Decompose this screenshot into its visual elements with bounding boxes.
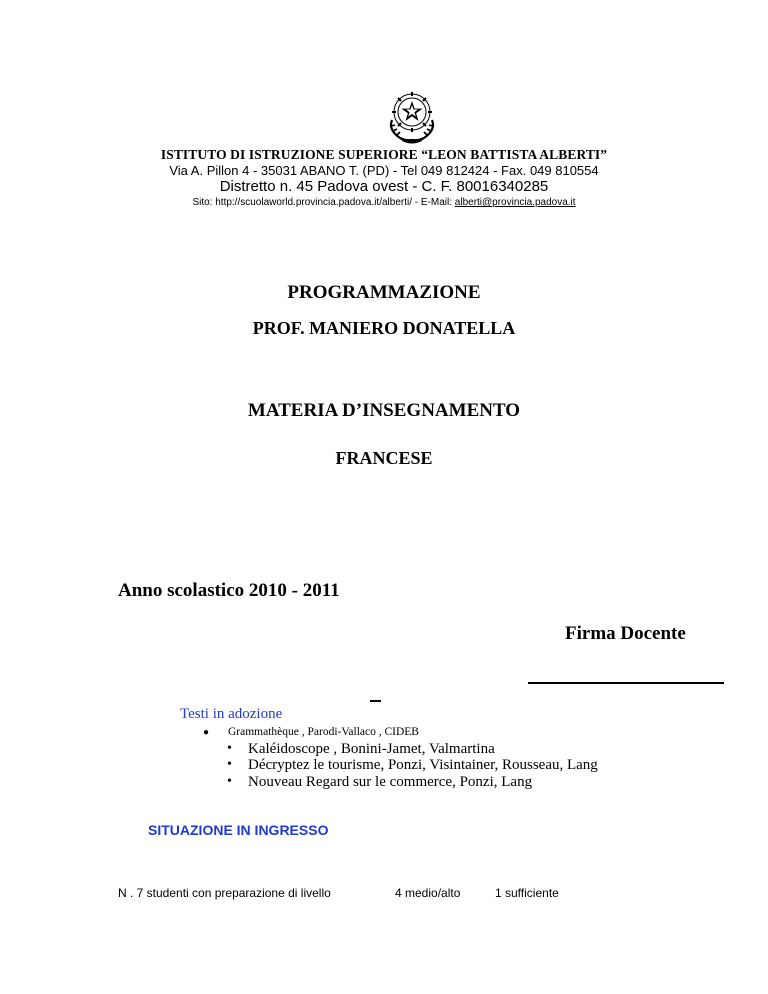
subject-name: FRANCESE bbox=[335, 448, 433, 468]
book-title: Kaléidoscope , Bonini-Jamet, Valmartina bbox=[248, 741, 495, 757]
school-contacts bbox=[0, 197, 768, 208]
subject-label: MATERIA D’INSEGNAMENTO bbox=[247, 400, 521, 421]
school-year: Anno scolastico 2010 - 2011 bbox=[118, 580, 340, 601]
school-name: ISTITUTO DI ISTRUZIONE SUPERIORE “LEON BATTISTA ALBERTI” bbox=[160, 147, 608, 162]
book-title: Décryptez le tourisme, Ponzi, Visintainer, Rousseau, Lang bbox=[248, 757, 598, 773]
bullet-icon: • bbox=[227, 741, 232, 756]
bullet-icon: ● bbox=[203, 727, 210, 738]
entry-situation-heading: SITUAZIONE IN INGRESSO bbox=[148, 822, 329, 838]
bullet-icon: • bbox=[227, 774, 232, 789]
email-link[interactable]: alberti@provincia.padova.it bbox=[454, 197, 576, 208]
level-sufficiente: 1 sufficiente bbox=[495, 886, 559, 900]
italian-republic-emblem-icon bbox=[386, 86, 438, 144]
document-title: PROGRAMMAZIONE bbox=[287, 282, 481, 303]
website-text: Sito: http://scuolaworld.provincia.padova.it/alberti/ - E-Mail: bbox=[192, 197, 455, 208]
teacher-name: PROF. MANIERO DONATELLA bbox=[252, 318, 516, 338]
divider-dash bbox=[370, 700, 381, 702]
bullet-icon: • bbox=[227, 757, 232, 772]
level-medio-alto: 4 medio/alto bbox=[395, 886, 461, 900]
texts-heading: Testi in adozione bbox=[180, 706, 283, 722]
school-address: Via A. Pillon 4 - 35031 ABANO T. (PD) - Tel 049 812424 - Fax. 049 810554 bbox=[169, 163, 599, 178]
book-title: Grammathèque , Parodi-Vallaco , CIDEB bbox=[228, 726, 419, 738]
school-district: Distretto n. 45 Padova ovest - C. F. 80016340285 bbox=[219, 178, 549, 195]
signature-line bbox=[528, 682, 724, 684]
students-count: N . 7 studenti con preparazione di livello bbox=[118, 886, 331, 900]
book-title: Nouveau Regard sur le commerce, Ponzi, Lang bbox=[248, 774, 533, 790]
signature-label: Firma Docente bbox=[565, 623, 686, 644]
